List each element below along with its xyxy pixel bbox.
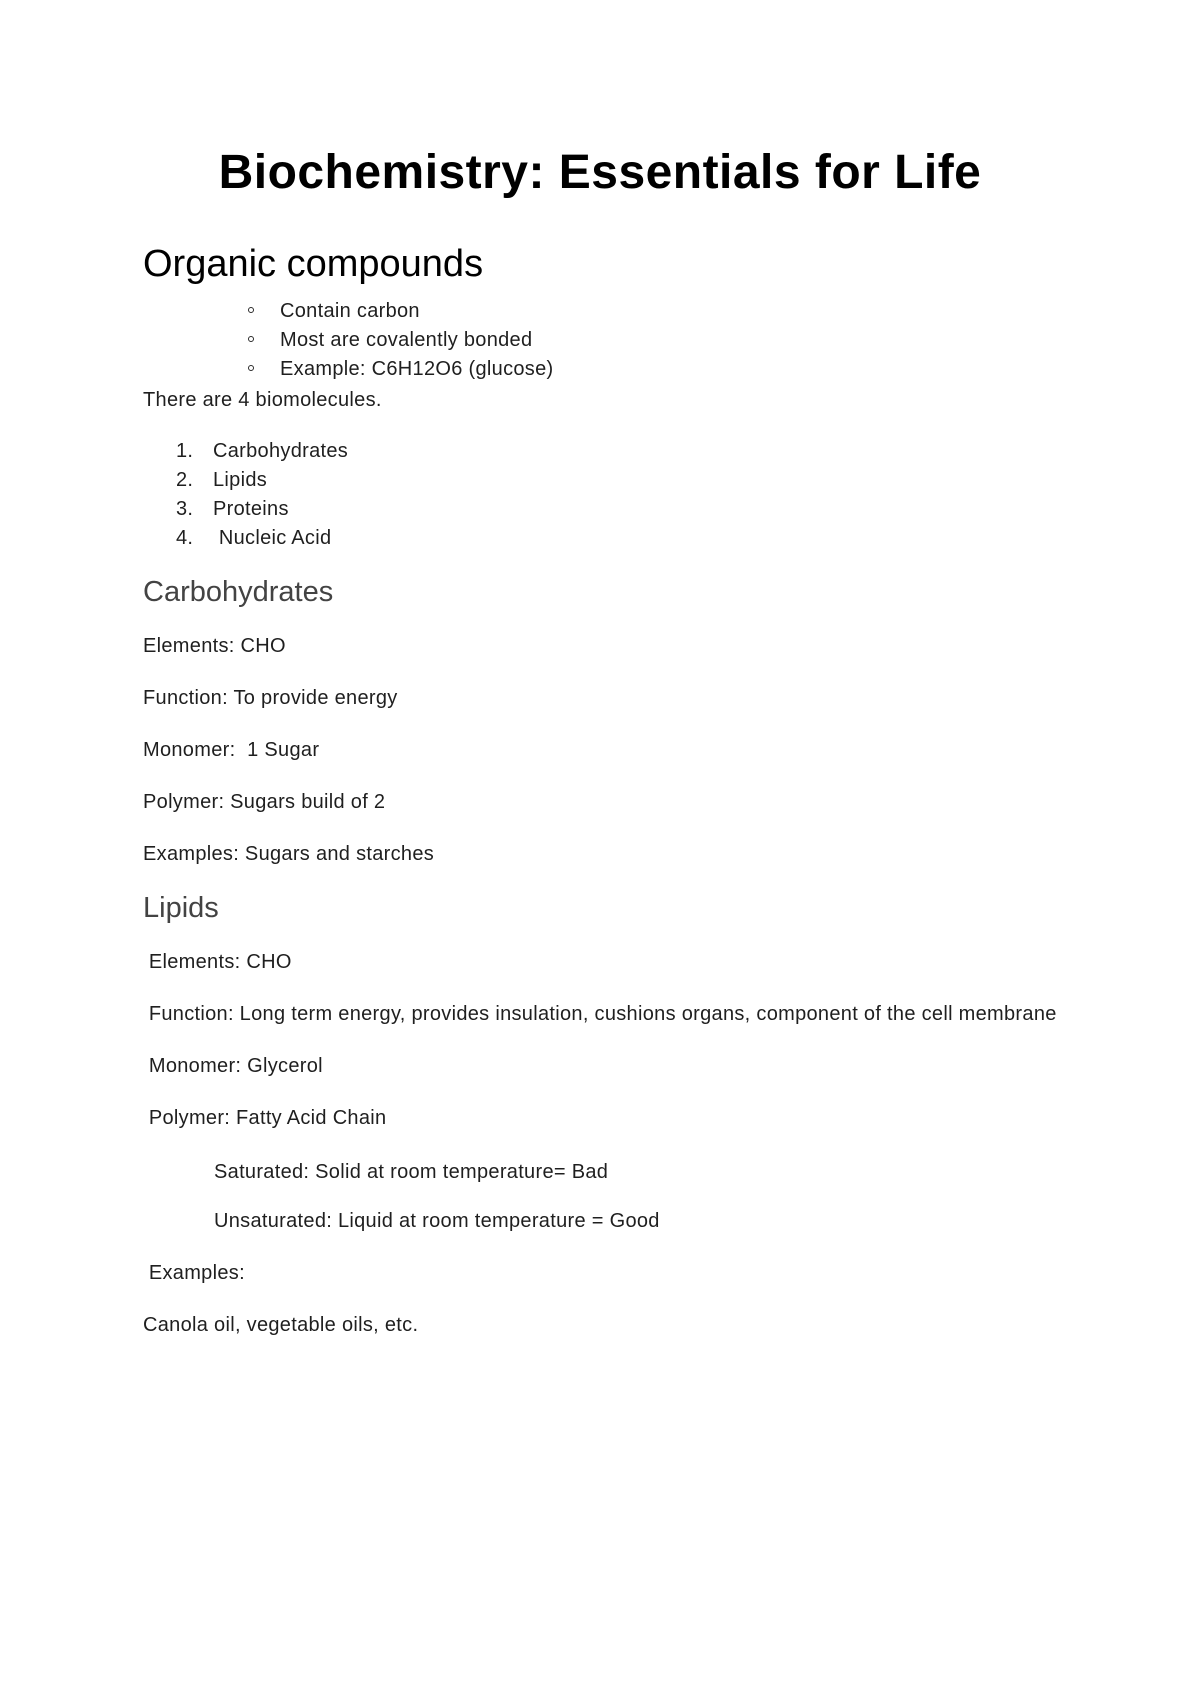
lipids-saturated-text: Saturated: Solid at room temperature= Bad (214, 1161, 609, 1183)
lipids-examples-label: Examples: (143, 1262, 245, 1284)
organic-bullet-list (143, 297, 1057, 384)
carbs-polymer-text: Polymer: Sugars build of 2 (143, 791, 386, 813)
carbs-elements-text: Elements: CHO (143, 635, 286, 657)
list-item (143, 466, 1057, 495)
document-page (0, 145, 1200, 1698)
bullet-text: Most are covalently bonded (280, 329, 533, 351)
document-content (0, 145, 1200, 1340)
list-item (143, 297, 1057, 326)
list-item-text: Proteins (213, 498, 289, 520)
lipids-elements-text: Elements: CHO (143, 951, 292, 973)
circle-bullet-icon (248, 307, 254, 313)
circle-bullet-icon (248, 336, 254, 342)
carbs-examples-text: Examples: Sugars and starches (143, 843, 435, 865)
circle-bullet-icon (248, 365, 254, 371)
lipids-unsaturated-text: Unsaturated: Liquid at room temperature = Good (214, 1210, 660, 1232)
list-number: 4. (176, 527, 194, 549)
list-item-text: Carbohydrates (213, 440, 349, 462)
list-item-text: Lipids (213, 469, 268, 491)
heading-lipids: Lipids (143, 892, 219, 924)
biomolecules-intro-text: There are 4 biomolecules. (143, 389, 382, 411)
document-title: Biochemistry: Essentials for Life (218, 146, 982, 199)
list-item (143, 437, 1057, 466)
lipids-examples-text: Canola oil, vegetable oils, etc. (143, 1314, 419, 1336)
heading-carbohydrates: Carbohydrates (143, 576, 334, 608)
list-number: 1. (176, 440, 194, 462)
list-item-text: Nucleic Acid (213, 527, 332, 549)
bullet-text: Contain carbon (280, 300, 420, 322)
list-item (143, 355, 1057, 384)
heading-organic-compounds: Organic compounds (143, 243, 484, 285)
bullet-text: Example: C6H12O6 (glucose) (280, 358, 554, 380)
lipids-polymer-text: Polymer: Fatty Acid Chain (143, 1107, 387, 1129)
carbs-monomer-text: Monomer: 1 Sugar (143, 739, 320, 761)
list-number: 3. (176, 498, 194, 520)
carbs-function-text: Function: To provide energy (143, 687, 398, 709)
list-item (143, 524, 1057, 553)
biomolecules-numbered-list (143, 437, 1057, 553)
list-number: 2. (176, 469, 194, 491)
list-item (143, 326, 1057, 355)
list-item (143, 495, 1057, 524)
lipids-monomer-text: Monomer: Glycerol (143, 1055, 323, 1077)
lipids-function-text: Function: Long term energy, provides insulation, cushions organs, component of the cell membrane (143, 1003, 1057, 1025)
